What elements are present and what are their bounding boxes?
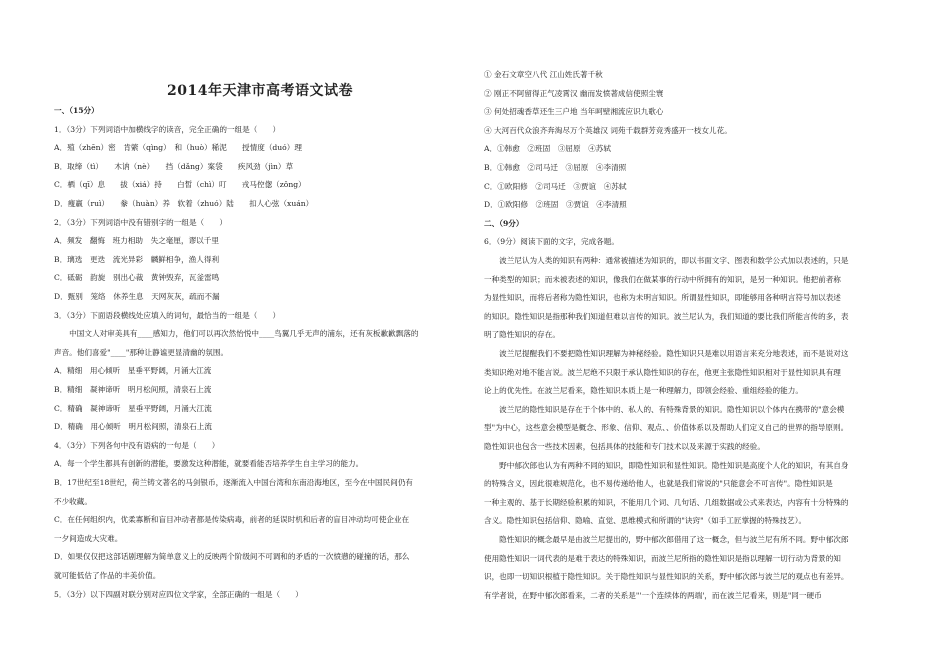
left-line: C．在任何组织内，优柔寡断和盲目冲动者都是传染病毒，前者的延误时机和后者的盲目冲动均可使企业在: [54, 515, 410, 525]
right-line: 波兰尼的隐性知识是存在于个体中的、私人的、有特殊背景的知识。隐性知识以个体内在携带的"意会模: [484, 404, 845, 414]
right-line: 识，也即一切知识根植于隐性知识。关于隐性知识与显性知识的关系，野中郁次郎与波兰尼的观点也有差异。: [484, 572, 849, 582]
right-line: 隐性知识也包含一些技术因素，包括具体的技能和专门技术以及来源于实践的经验。: [484, 442, 765, 451]
right-line: ② 刚正不阿留得正气凌霄汉 幽而发愤著成信使照尘寰: [484, 88, 664, 98]
left-line: D．如果仅仅把这部话剧理解为简单意义上的反映两个阶级间不可调和的矛盾的一次愤懑的碰撞的话，那么: [54, 552, 410, 562]
left-line: A．频发 翻悔 班力相助 失之毫厘，谬以千里: [54, 236, 219, 246]
right-line: C．①欧阳修 ②司马迁 ③贾谊 ④苏轼: [484, 181, 627, 191]
right-line: 型"为中心，这些意会模型是概念、形象、信仰、观点、、价值体系以及帮助人们定义自己的世界的指导原则。: [484, 423, 849, 433]
right-line: 波兰尼提醒我们不要把隐性知识理解为神秘经验。隐性知识只是难以用语言来充分地表述，而不是说对这: [484, 349, 849, 358]
right-line: 二、（9分）: [484, 218, 524, 228]
left-line: 中国文人对审美具有____感知力，他们可以再次然怡悦中____鸟翼几乎无声的浦东，还有灰板歉歉飘落的: [54, 329, 419, 339]
right-line: 的特殊含义，因此很难规范化，也不易传递给他人，也就是我们常说的"只能意会不可言传"。隐性知识是: [484, 479, 833, 489]
left-line: 1．（3分）下列词语中加横线字的读音，完全正确的一组是（ ）: [54, 124, 281, 134]
left-line: 声音。他们喜爱"____"那种让静谧更显清幽的氛围。: [54, 347, 229, 357]
left-line: 就可能低估了作品的丰美价值。: [54, 571, 161, 580]
right-line: 一种主观的、基于长期经验积累的知识，不能用几个词、几句话、几组数据或公式来表达，内容有十分特殊的: [484, 497, 849, 507]
right-line: 的知识。隐性知识是指那种我们知道但难以言传的知识。波兰尼认为，我们知道的要比我们所能言传的多，表: [484, 311, 849, 321]
left-line: C．砥砺 韵旋 别出心裁 黄钟毁弃，瓦釜雷鸣: [54, 273, 220, 283]
left-line: 3．（3分）下面语段横线处应填入的词句，最恰当的一组是（ ）: [54, 310, 281, 320]
right-line: 为显性知识，而将后者称为隐性知识，也称为未明言知识。所谓显性知识，即能够用各种明言符号加以表述: [484, 293, 841, 303]
right-line: 明了隐性知识的存在。: [484, 330, 560, 340]
right-line: 野中郁次郎也认为有两种不同的知识，即隐性知识和显性知识。隐性知识是高度个人化的知识，有其自身: [484, 460, 849, 470]
left-line: 2．（3分）下列词语中没有错别字的一组是（ ）: [54, 217, 227, 227]
right-line: D．①欧阳修 ②班固 ③贾谊 ④李清照: [484, 200, 627, 210]
left-line: D．甄别 笼络 休养生息 天网灰灰，疏而不漏: [54, 292, 220, 301]
left-line: C．精确 凝神谛听 星垂平野阔，月涌大江流: [54, 403, 212, 413]
right-line: 类知识绝对地不能言说。波兰尼绝不只限于承认隐性知识的存在，他更主张隐性知识相对于显性知识具有理: [484, 367, 841, 377]
left-line: A．精细 用心倾听 星垂平野阔，月涌大江流: [54, 366, 212, 376]
right-line: A．①韩愈 ②班固 ③屈原 ④苏轼: [484, 144, 611, 154]
left-line: C．栖（qī）息 拔（xiá）持 白皙（chì）叮 戎马倥偬（zǒng）: [54, 180, 306, 190]
left-line: B．取缔（tì） 木讷（nè） 挡（dǎng）案袋 疾风劲（jìn）草: [54, 161, 294, 171]
left-line: D．精确 用心倾听 明月松间照，清泉石上流: [54, 422, 212, 432]
right-line: ③ 何处招魂香草还生三户地 当年呵壁湘流应识九歌心: [484, 107, 664, 117]
left-line: 一夕间造成大灾难。: [54, 533, 123, 543]
right-line: B．①韩愈 ②司马迁 ③屈原 ④李清照: [484, 163, 627, 172]
left-line: 4．（3分）下列各句中没有语病的一句是（ ）: [54, 440, 220, 450]
right-line: 一种类型的知识；而未被表述的知识，像我们在做某事的行动中所拥有的知识，是另一种知识。他把前者称: [484, 274, 841, 284]
right-line: 有学者说，在野中郁次郎看来，二者的关系是"'一个连续体的两端'，而在波兰尼看来，则是"同一硬币: [484, 590, 822, 600]
left-line: B．璃选 更迭 流光异彩 麟鲜相争，渔人得利: [54, 254, 220, 264]
right-line: 论上的优先性。在波兰尼看来，隐性知识本质上是一种理解力，即领会经验、重组经验的能力。: [484, 386, 803, 396]
left-line: B．17世纪至18世纪，荷兰铸文著名的马剑银币，逐渐流入中国台湾和东南沿海地区，至今在中国民间仍有: [54, 478, 414, 487]
left-line: 不少收藏。: [54, 496, 92, 506]
right-line: 隐性知识的概念最早是由波兰尼提出的，野中郁次郎借用了这一概念，但与波兰尼有所不同。野中郁次郎: [484, 535, 849, 544]
left-line: 一、（15分）: [54, 106, 99, 115]
right-line: ① 金石文章空八代 江山姓氏著千秋: [484, 70, 603, 79]
left-line: A．殖（zhēn）密 肯綮（qìng） 和（huò）稀泥 授情度（duó）理: [54, 143, 302, 153]
right-line: 波兰尼认为人类的知识有两种：通常被描述为知识的，即以书面文字、图表和数学公式加以表述的，只是: [484, 256, 849, 265]
right-line: ④ 大河百代众浪齐奔淘尽万个英雄汉 词苑千载群芳竞秀盛开一枝女儿花。: [484, 125, 732, 135]
left-line: B．精细 凝神谛听 明月松间照，清泉石上流: [54, 385, 212, 394]
right-line: 6．（9分）阅读下面的文字，完成各题。: [484, 237, 619, 247]
left-line: A．每一个学生都具有创新的潜能，要激发这种潜能，就要看能否培养学生自主学习的能力。: [54, 459, 364, 469]
right-line: 使用隐性知识一词代表的是难于表达的特殊知识，而波兰尼所指的隐性知识是指以理解一切行动为背景的知: [484, 553, 841, 563]
left-line: D．瘦羸（ruì） 豢（huàn）养 软着（zhuó）陆 扣人心弦（xuán）: [54, 199, 314, 208]
page-title: 2014年天津市高考语文试卷: [167, 83, 353, 99]
right-line: 含义。隐性知识包括信仰、隐喻、直觉、思维模式和所谓的"诀窍"（如手工匠掌握的特殊技艺）。: [484, 516, 807, 526]
left-line: 5．（3分）以下四副对联分别对应四位文学家，全部正确的一组是（ ）: [54, 589, 303, 599]
